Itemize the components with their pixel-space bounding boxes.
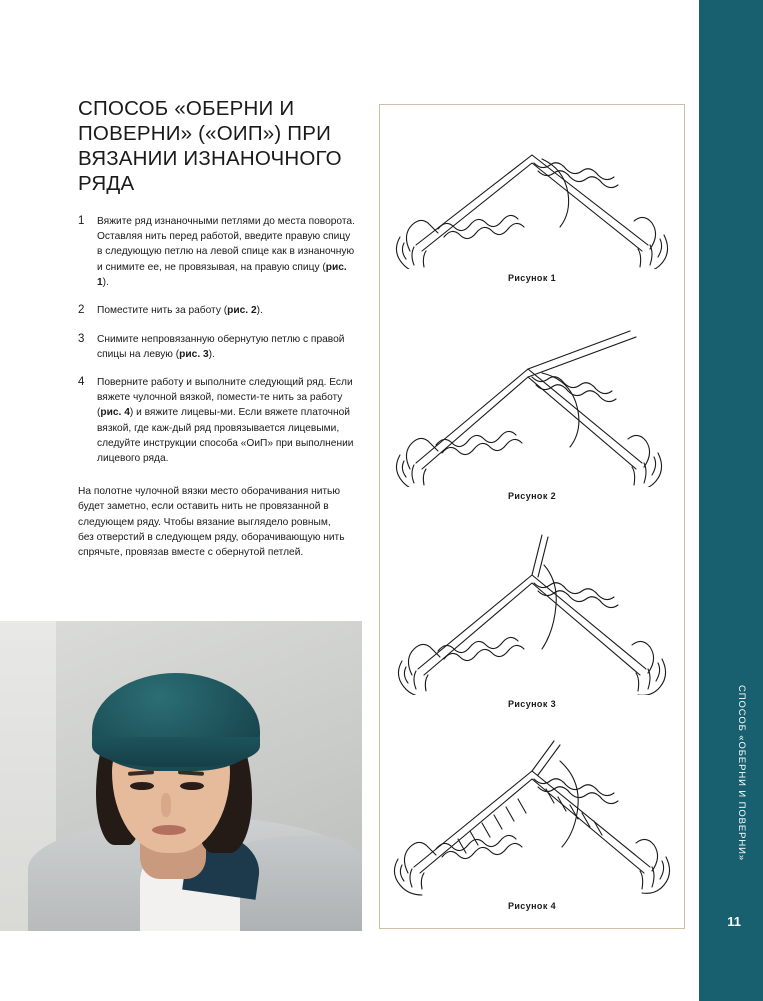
figure-3: [380, 525, 684, 709]
instruction-step: [78, 375, 358, 466]
photo-eye-left: [130, 782, 154, 790]
instruction-step: [78, 332, 358, 362]
page-side-bar-inner: [707, 8, 755, 993]
illustration-panel: [379, 104, 685, 929]
figure-2: [380, 317, 684, 501]
photo-lips: [152, 825, 186, 835]
figure-4: [380, 727, 684, 911]
figure-1: [380, 119, 684, 283]
knitting-diagram-3-icon: [392, 525, 672, 695]
model-photo: [0, 621, 362, 931]
figure-caption: Рисунок 2: [507, 491, 557, 501]
step-text: Вяжите ряд изнаночными петлями до места поворота. Оставляя нить перед работой, введите правую спицу в следующую петлю на левой спице как в изнаночную и снимите ее, не провязывая, на правую спицу (рис. 1).: [97, 216, 355, 288]
photo-nose: [161, 793, 171, 817]
knitting-diagram-2-icon: [392, 317, 672, 487]
step-number: 2: [78, 304, 85, 317]
step-number: 1: [78, 215, 85, 227]
photo-eye-right: [180, 782, 204, 790]
step-number: 4: [78, 375, 85, 388]
instruction-step: [78, 214, 358, 290]
knitting-diagram-1-icon: [392, 119, 672, 269]
article-note: На полотне чулочной вязки место оборачивания нитью будет заметно, если оставить нить не провязанной в следующем ряду. Чтобы вязание выглядело ровным, без отверстий в следующем ряду, оборачивающую нить спрячьте, провязав вместе с обернутой петлей.: [78, 486, 345, 558]
page-number: 11: [727, 914, 741, 929]
instruction-step: [78, 303, 358, 319]
figure-caption: Рисунок 1: [507, 273, 557, 283]
page-side-bar: [699, 0, 763, 1001]
knitting-diagram-4-icon: [392, 727, 672, 897]
page-title: СПОСОБ «ОБЕРНИ И ПОВЕРНИ» («ОИП») ПРИ ВЯЗАНИИ ИЗНАНОЧНОГО РЯДА: [78, 97, 342, 195]
step-text: Снимите непровязанную обернутую петлю с правой спицы на левую (рис. 3).: [97, 333, 345, 360]
step-text: Поверните работу и выполните следующий ряд. Если вяжете чулочной вязкой, помести-те нить за работу (рис. 4) и вяжите лицевы-ми. Если вяжете платочной вязкой, где каж-дый ряд провязывается лицевыми, следуйте инструкции способа «ОиП» при выполнении лицевого ряда.: [97, 376, 354, 464]
step-number: 3: [78, 332, 85, 345]
figure-caption: Рисунок 3: [507, 699, 557, 709]
figure-caption: Рисунок 4: [507, 901, 557, 911]
article-column: [78, 96, 358, 560]
step-text: Поместите нить за работу (рис. 2).: [97, 305, 263, 317]
running-head-label: СПОСОБ «ОБЕРНИ И ПОВЕРНИ»: [736, 684, 747, 861]
